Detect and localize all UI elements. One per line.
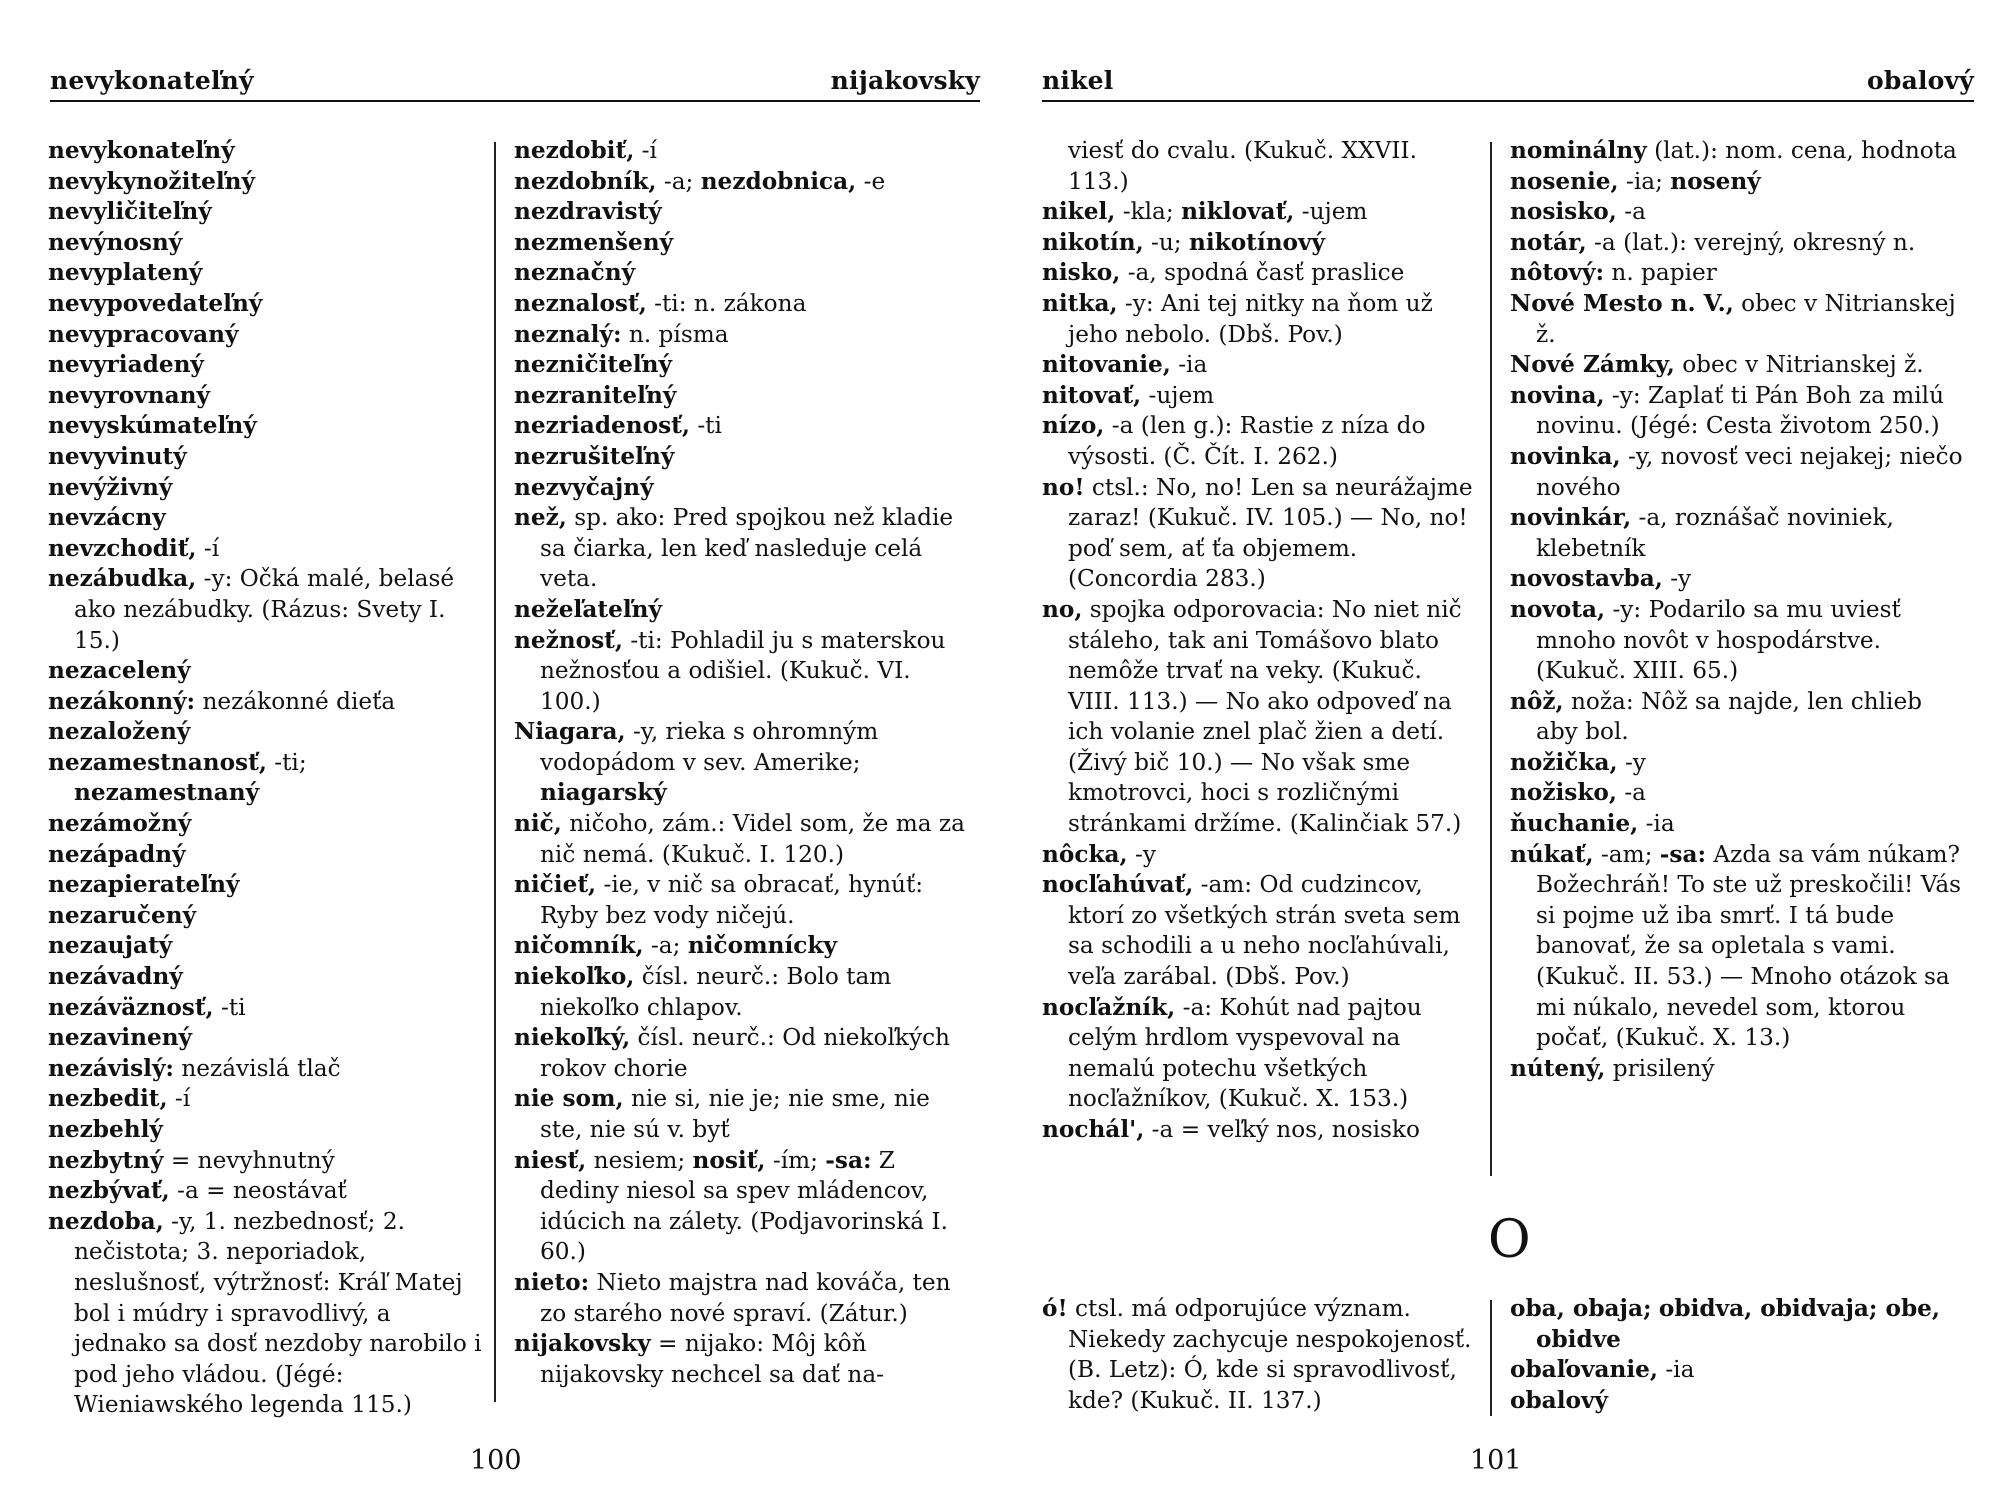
- headword: nijakovsky: [514, 1330, 651, 1358]
- headword: nevyvinutý: [48, 442, 187, 470]
- dictionary-entry: [1510, 748, 1970, 779]
- headword: neznačný: [514, 259, 636, 287]
- dictionary-entry: [48, 840, 488, 871]
- dictionary-entry: [1042, 258, 1480, 289]
- dictionary-entry: [514, 258, 966, 289]
- headword: nezamestnaný: [74, 779, 260, 807]
- headword: nosený: [1670, 167, 1761, 195]
- dictionary-entry: [514, 1084, 966, 1145]
- dictionary-entry: [1042, 381, 1480, 412]
- definition: ničoho, zám.: Videl som, že ma za nič nemá. (Kukuč. I. 120.): [540, 810, 965, 868]
- headword: obidva, obidvaja; obe, obidve: [1536, 1295, 1940, 1353]
- section-letter: O: [1488, 1210, 1531, 1270]
- headword: nikel,: [1042, 198, 1116, 226]
- dictionary-entry: [1042, 1115, 1480, 1146]
- dictionary-entry: [48, 1176, 488, 1207]
- headword: no!: [1042, 473, 1085, 501]
- headword: nevyrovnaný: [48, 381, 210, 409]
- headword: nosisko,: [1510, 198, 1617, 226]
- definition: sp. ako: Pred spojkou než kladie sa čiarka, len keď nasleduje celá veta.: [540, 504, 954, 593]
- dictionary-entry: [1510, 197, 1970, 228]
- definition: -a (lat.): verejný, okresný n.: [1586, 228, 1916, 256]
- dictionary-entry: [514, 442, 966, 473]
- headword: ó!: [1042, 1295, 1068, 1322]
- headword: ničomnícky: [687, 932, 837, 960]
- headword: než,: [514, 504, 567, 532]
- headword: no,: [1042, 595, 1083, 623]
- header-rule: [50, 100, 980, 102]
- headword: Niagara,: [514, 718, 626, 746]
- dictionary-entry: [1510, 840, 1970, 1054]
- definition: nesiem;: [586, 1146, 693, 1174]
- definition: -ie, v nič sa obracať, hynúť: Ryby bez vody ničejú.: [540, 871, 924, 929]
- definition: ctsl.: No, no! Len sa neurážajme zaraz! (Kukuč. IV. 105.) — No, no! poď sem, ať ťa objemem. (Concordia 283.): [1068, 473, 1473, 593]
- definition: ctsl. má odporujúce význam. Niekedy zachycuje nespokojenosť. (B. Letz): Ó, kde si spravodlivosť, kde? (Kukuč. II. 137.): [1067, 1295, 1472, 1414]
- headword: nezacelený: [48, 657, 191, 685]
- left-column-1: [48, 136, 488, 1421]
- headword: nežnosť,: [514, 626, 623, 654]
- definition: -í: [634, 137, 657, 164]
- headword: nevyličiteľný: [48, 198, 212, 226]
- definition: -í: [167, 1085, 191, 1113]
- headword: nevyplatený: [48, 259, 203, 287]
- dictionary-entry: [1510, 258, 1970, 289]
- definition: obec v Nitrianskej ž.: [1674, 351, 1924, 379]
- dictionary-entry: [514, 289, 966, 320]
- headword: nožisko,: [1510, 779, 1617, 807]
- headword: nevzchodiť,: [48, 534, 197, 562]
- dictionary-entry: [48, 1115, 488, 1146]
- dictionary-entry: [514, 870, 966, 931]
- definition: -ia: [1170, 351, 1208, 379]
- dictionary-entry: [1042, 197, 1480, 228]
- headword: -sa:: [1659, 840, 1707, 868]
- dictionary-entry: [514, 1146, 966, 1268]
- headword: nevýživný: [48, 473, 173, 501]
- definition: -a;: [656, 167, 701, 195]
- definition: -am: Od cudzincov, ktorí zo všetkých strán sveta sem sa schodili a u neho nocľahúvali, veľa zarábal. (Dbš. Pov.): [1068, 871, 1461, 991]
- definition: čísl. neurč.: Bolo tam niekoľko chlapov.: [540, 963, 892, 1021]
- dictionary-entry: [1510, 381, 1970, 442]
- headword: nie som,: [514, 1085, 624, 1113]
- definition: -ia: [1657, 1356, 1695, 1384]
- dictionary-entry: [1510, 350, 1970, 381]
- headword: nezávadný: [48, 963, 183, 991]
- dictionary-entry: [514, 136, 966, 167]
- left-column-2: [514, 136, 966, 1390]
- dictionary-entry: [48, 411, 488, 442]
- headword: Nové Zámky,: [1510, 351, 1675, 379]
- headword: nezáväznosť,: [48, 993, 214, 1021]
- definition: -a, roznášač noviniek, klebetník: [1536, 504, 1894, 562]
- headword: nochál',: [1042, 1116, 1145, 1143]
- headword: niekoľký,: [514, 1024, 631, 1052]
- headword: novinka,: [1510, 442, 1621, 470]
- definition: -a (len g.): Rastie z níza do výsosti. (Č. Čít. I. 262.): [1068, 412, 1426, 470]
- dictionary-entry: [1042, 136, 1480, 197]
- dictionary-entry: [48, 258, 488, 289]
- headword: nezámožný: [48, 810, 192, 838]
- dictionary-entry: [48, 197, 488, 228]
- definition: Azda sa vám núkam? Božechráň! To ste už preskočili! Vás si pojme už iba smrť. I tá bude banovať, že sa opletala s vami. (Kukuč. II. 53.) — Mnoho otázok sa mi núkalo, nevedel som, ktorou počať, (Kukuč. X. 13.): [1536, 840, 1962, 1052]
- dictionary-entry: [48, 136, 488, 167]
- definition: obec v Nitrianskej ž.: [1536, 289, 1956, 348]
- dictionary-entry: [48, 1054, 488, 1085]
- dictionary-entry: [514, 411, 966, 442]
- headword: nezdobiť,: [514, 137, 635, 164]
- headword: nezaručený: [48, 901, 197, 929]
- headword: nezamestnanosť,: [48, 748, 267, 776]
- headword: novostavba,: [1510, 565, 1663, 593]
- right-column-1: [1042, 136, 1480, 1146]
- headword: nezdoba,: [48, 1207, 164, 1235]
- column-separator: [494, 142, 496, 1402]
- headword: nezbehlý: [48, 1116, 163, 1143]
- dictionary-entry: [1510, 289, 1970, 350]
- dictionary-entry: [48, 350, 488, 381]
- dictionary-entry: [1510, 503, 1970, 564]
- definition: -a = neostávať: [169, 1177, 347, 1205]
- headword: novota,: [1510, 595, 1606, 623]
- headword: nevyriadený: [48, 351, 204, 379]
- headword: nezápadný: [48, 840, 186, 868]
- dictionary-entry: [48, 534, 488, 565]
- dictionary-entry: [48, 1146, 488, 1177]
- definition: -y, novosť veci nejakej; niečo nového: [1536, 442, 1963, 501]
- dictionary-entry: [514, 167, 966, 198]
- dictionary-entry: [514, 931, 966, 962]
- dictionary-entry: [1042, 840, 1480, 871]
- headword: nôcka,: [1042, 840, 1128, 868]
- definition: -a = veľký nos, nosisko: [1144, 1116, 1420, 1143]
- headword: nezaujatý: [48, 932, 173, 960]
- headword: nezraniteľný: [514, 381, 677, 409]
- headword: nevýnosný: [48, 228, 183, 256]
- headword: nezávislý:: [48, 1054, 174, 1082]
- definition: nezákonné dieťa: [195, 687, 396, 715]
- definition: -ím;: [765, 1146, 826, 1174]
- definition: čísl. neurč.: Od niekoľkých rokov chorie: [540, 1024, 950, 1082]
- headword: neznalý:: [514, 320, 622, 348]
- right-column-3: [1042, 1294, 1480, 1416]
- dictionary-entry: [1042, 1294, 1480, 1416]
- headword: nezbedit,: [48, 1085, 168, 1113]
- dictionary-entry: [48, 993, 488, 1024]
- column-separator: [1490, 142, 1492, 1176]
- definition: = nevyhnutný: [163, 1146, 335, 1174]
- dictionary-entry: [514, 228, 966, 259]
- dictionary-entry: [1510, 228, 1970, 259]
- dictionary-entry: [48, 1207, 488, 1421]
- dictionary-entry: [514, 1329, 966, 1390]
- definition: nie si, nie je; nie sme, nie ste, nie sú v. byť: [540, 1085, 930, 1143]
- headword: Nové Mesto n. V.,: [1510, 289, 1734, 317]
- definition: -y: Podarilo sa mu uviesť mnoho novôt v hospodárstve. (Kukuč. XIII. 65.): [1536, 595, 1901, 685]
- definition: viesť do cvalu. (Kukuč. XXVII. 113.): [1068, 137, 1417, 195]
- dictionary-entry: [1042, 473, 1480, 595]
- definition: -y: [1662, 565, 1692, 593]
- headword: nevypovedateľný: [48, 289, 263, 317]
- definition: -am;: [1593, 840, 1660, 868]
- dictionary-entry: [1510, 442, 1970, 503]
- right-page: [1000, 0, 1996, 1500]
- dictionary-entry: [48, 962, 488, 993]
- dictionary-entry: [1510, 167, 1970, 198]
- dictionary-entry: [514, 595, 966, 626]
- definition: Nieto majstra nad kováča, ten zo starého nové spraví. (Zátur.): [540, 1268, 951, 1327]
- dictionary-entry: [48, 320, 488, 351]
- headword: nocľažník,: [1042, 993, 1176, 1021]
- headword: nevypracovaný: [48, 320, 239, 348]
- dictionary-entry: [48, 870, 488, 901]
- headword: novinkár,: [1510, 504, 1632, 532]
- headword: nezákonný:: [48, 687, 196, 715]
- dictionary-entry: [48, 442, 488, 473]
- dictionary-entry: [1042, 350, 1480, 381]
- definition: -ujem: [1141, 381, 1215, 409]
- headword: nitovať,: [1042, 381, 1142, 409]
- definition: -ti: n. zákona: [646, 289, 807, 317]
- dictionary-entry: [48, 809, 488, 840]
- dictionary-entry: [48, 1084, 488, 1115]
- definition: -y: Zaplať ti Pán Boh za milú novinu. (Jégé: Cesta životom 250.): [1536, 381, 1945, 440]
- definition: = nijako: Môj kôň nijakovsky nechcel sa dať na-: [540, 1330, 885, 1388]
- definition: -y: [1127, 840, 1156, 868]
- definition: n. papier: [1604, 259, 1717, 287]
- dictionary-entry: [48, 473, 488, 504]
- definition: Z dediny niesol sa spev mládencov, idúcich na zálety. (Podjavorinská I. 60.): [540, 1146, 948, 1266]
- definition: -a: [1616, 779, 1646, 807]
- headword: nevyskúmateľný: [48, 412, 257, 440]
- headword: niklovať,: [1181, 198, 1295, 226]
- dictionary-entry: [48, 687, 488, 718]
- headword: nôtový:: [1510, 259, 1605, 287]
- dictionary-entry: [514, 320, 966, 351]
- headword: nezábudka,: [48, 565, 197, 593]
- dictionary-entry: [1510, 1355, 1970, 1386]
- right-column-4: [1510, 1294, 1970, 1416]
- headword: nič,: [514, 810, 562, 838]
- headword: neznalosť,: [514, 289, 647, 317]
- headword: nominálny: [1510, 137, 1647, 164]
- headword: nezbývať,: [48, 1177, 170, 1205]
- headword: obalový: [1510, 1386, 1608, 1414]
- header-right-word: nijakovsky: [830, 66, 980, 95]
- definition: -ti;: [266, 748, 307, 776]
- dictionary-entry: [514, 717, 966, 809]
- definition: -e: [856, 167, 886, 195]
- headword: nosenie,: [1510, 167, 1619, 195]
- definition: -a, spodná časť praslice: [1120, 259, 1405, 287]
- headword: nikotínový: [1188, 228, 1325, 256]
- definition: -y, 1. nezbednosť; 2. nečistota; 3. neporiadok, neslušnosť, výtržnosť: Kráľ Matej bol i múdry i spravodlivý, a jednako sa dosť nezdoby narobilo i pod jeho vládou. (Jégé: Wieniawského legenda 115.): [74, 1207, 482, 1419]
- dictionary-entry: [48, 748, 488, 809]
- definition: -y, rieka s ohromným vodopádom v sev. Amerike;: [540, 718, 879, 776]
- definition: nezávislá tlač: [173, 1054, 341, 1082]
- headword: nezdobník,: [514, 167, 657, 195]
- page-number: 101: [1470, 1445, 1522, 1476]
- headword: novina,: [1510, 381, 1605, 409]
- header-rule: [1042, 100, 1974, 102]
- dictionary-entry: [48, 656, 488, 687]
- headword: notár,: [1510, 228, 1587, 256]
- headword: nosiť,: [692, 1146, 766, 1174]
- headword: nútený,: [1510, 1054, 1606, 1082]
- page-number: 100: [470, 1445, 522, 1476]
- headword: ničieť,: [514, 871, 597, 899]
- dictionary-entry: [48, 228, 488, 259]
- definition: noža: Nôž sa najde, len chlieb aby bol.: [1536, 687, 1923, 746]
- dictionary-entry: [1510, 1294, 1970, 1355]
- definition: (lat.): nom. cena, hodnota: [1646, 137, 1957, 164]
- dictionary-entry: [1510, 136, 1970, 167]
- header-left-word: nikel: [1042, 66, 1114, 95]
- dictionary-entry: [48, 901, 488, 932]
- dictionary-entry: [48, 717, 488, 748]
- headword: nezavinený: [48, 1024, 193, 1052]
- dictionary-entry: [514, 1268, 966, 1329]
- headword: niesť,: [514, 1146, 587, 1174]
- dictionary-entry: [48, 289, 488, 320]
- headword: nevykynožiteľný: [48, 167, 256, 195]
- headword: obaľovanie,: [1510, 1356, 1658, 1384]
- dictionary-entry: [514, 197, 966, 228]
- definition: -a: Kohút nad pajtou celým hrdlom vyspevoval na nemalú potechu všetkých nocľažníkov, (Kukuč. X. 153.): [1068, 993, 1422, 1113]
- definition: -í: [196, 534, 220, 562]
- dictionary-entry: [514, 626, 966, 718]
- dictionary-entry: [1510, 687, 1970, 748]
- definition: spojka odporovacia: No niet nič stáleho, tak ani Tomášovo blato nemôže trvať na veky. (Kukuč. VIII. 113.) — No ako odpoveď na ich volanie znel plač žien a detí. (Živý bič 10.) — No však sme kmotrovci, hoci s rozličnými stránkami držíme. (Kalinčiak 57.): [1068, 595, 1462, 838]
- header-left-word: nevykonateľný: [50, 66, 254, 95]
- definition: -u;: [1143, 228, 1189, 256]
- definition: [1652, 1295, 1659, 1322]
- dictionary-entry: [48, 167, 488, 198]
- headword: oba, obaja;: [1510, 1295, 1652, 1322]
- definition: prisilený: [1605, 1054, 1715, 1082]
- dictionary-entry: [1042, 993, 1480, 1115]
- right-column-2: [1510, 136, 1970, 1084]
- headword: nezapierateľný: [48, 871, 240, 899]
- definition: -y: Ani tej nitky na ňom už jeho nebolo. (Dbš. Pov.): [1068, 289, 1433, 348]
- headword: nezbytný: [48, 1146, 164, 1174]
- headword: ničomník,: [514, 932, 644, 960]
- dictionary-entry: [514, 350, 966, 381]
- headword: nevykonateľný: [48, 137, 235, 164]
- headword: nôž,: [1510, 687, 1564, 715]
- dictionary-entry: [1510, 1054, 1970, 1085]
- headword: nitovanie,: [1042, 351, 1171, 379]
- definition: n. písma: [621, 320, 729, 348]
- headword: nožička,: [1510, 748, 1618, 776]
- headword: nisko,: [1042, 259, 1121, 287]
- headword: niekoľko,: [514, 963, 635, 991]
- definition: -a: [1616, 198, 1646, 226]
- headword: nezdravistý: [514, 198, 662, 226]
- dictionary-entry: [1042, 595, 1480, 840]
- dictionary-entry: [1510, 778, 1970, 809]
- dictionary-entry: [514, 1023, 966, 1084]
- headword: núkať,: [1510, 840, 1594, 868]
- headword: nezriadenosť,: [514, 412, 690, 440]
- definition: -ti: [213, 993, 246, 1021]
- dictionary-entry: [48, 931, 488, 962]
- dictionary-entry: [514, 503, 966, 595]
- definition: -ia;: [1618, 167, 1671, 195]
- dictionary-entry: [48, 1023, 488, 1054]
- headword: nezmenšený: [514, 228, 674, 256]
- dictionary-entry: [1510, 809, 1970, 840]
- dictionary-entry: [1042, 289, 1480, 350]
- dictionary-entry: [48, 503, 488, 534]
- dictionary-entry: [1042, 870, 1480, 992]
- definition: -y: [1617, 748, 1646, 776]
- dictionary-entry: [1510, 595, 1970, 687]
- headword: nevzácny: [48, 504, 166, 532]
- headword: ňuchanie,: [1510, 810, 1639, 838]
- definition: -ti: Pohladil ju s materskou nežnosťou a odišiel. (Kukuč. VI. 100.): [540, 626, 946, 715]
- definition: -a;: [643, 932, 688, 960]
- dictionary-entry: [48, 564, 488, 656]
- headword: nežeľateľný: [514, 595, 662, 623]
- headword: nocľahúvať,: [1042, 871, 1194, 899]
- dictionary-entry: [1042, 228, 1480, 259]
- headword: nízo,: [1042, 412, 1105, 440]
- dictionary-entry: [514, 381, 966, 412]
- headword: nitka,: [1042, 289, 1118, 317]
- definition: -ti: [689, 412, 722, 440]
- headword: nezničiteľný: [514, 351, 672, 379]
- dictionary-entry: [514, 473, 966, 504]
- headword: nieto:: [514, 1268, 590, 1296]
- headword: nezaložený: [48, 718, 191, 746]
- definition: -ujem: [1294, 198, 1368, 226]
- dictionary-entry: [1510, 564, 1970, 595]
- headword: -sa:: [825, 1146, 872, 1174]
- dictionary-entry: [48, 381, 488, 412]
- dictionary-entry: [1042, 411, 1480, 472]
- headword: niagarský: [540, 779, 667, 807]
- dictionary-entry: [514, 809, 966, 870]
- dictionary-entry: [514, 962, 966, 1023]
- headword: nikotín,: [1042, 228, 1144, 256]
- headword: nezrušiteľný: [514, 442, 675, 470]
- definition: -y: Očká malé, belasé ako nezábudky. (Rázus: Svety I. 15.): [74, 565, 455, 654]
- headword: nezvyčajný: [514, 473, 654, 501]
- dictionary-entry: [1510, 1386, 1970, 1417]
- headword: nezdobnica,: [700, 167, 857, 195]
- header-right-word: obalový: [1867, 66, 1974, 95]
- definition: -ia: [1638, 810, 1675, 838]
- column-separator: [1490, 1300, 1492, 1416]
- definition: -kla;: [1115, 198, 1182, 226]
